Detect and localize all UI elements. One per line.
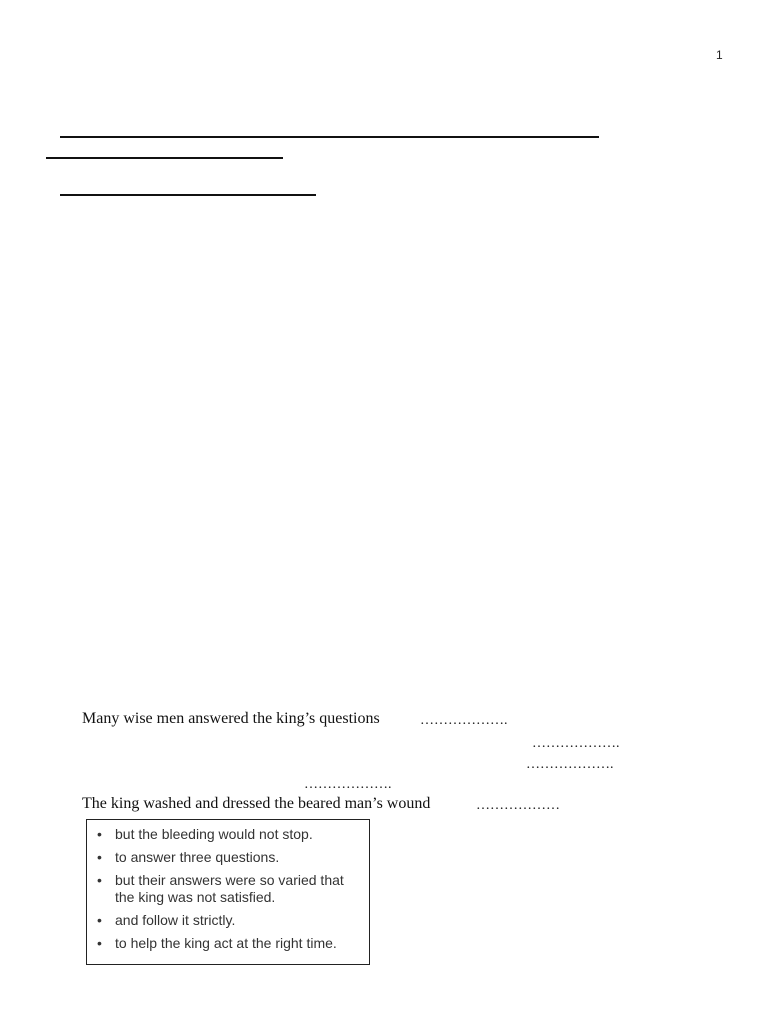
answer-option-text: to help the king act at the right time. xyxy=(115,935,337,951)
answer-option-1 xyxy=(93,826,363,843)
answer-blank-4: ………………. xyxy=(304,777,392,792)
sentence-line-1: Many wise men answered the king’s questions xyxy=(82,710,380,727)
answer-option-4 xyxy=(93,912,363,929)
answer-option-text: to answer three questions. xyxy=(115,849,280,865)
answer-option-2 xyxy=(93,849,363,866)
answer-options-list xyxy=(93,826,363,952)
bullet-icon: • xyxy=(97,912,102,928)
bullet-icon: • xyxy=(97,849,102,865)
title-rule-2 xyxy=(46,157,283,159)
answer-blank-5: ……………… xyxy=(476,798,560,813)
title-rule-1 xyxy=(60,136,599,138)
answer-option-text: but their answers were so varied that the king was not satisfied. xyxy=(115,872,344,905)
answer-option-text: but the bleeding would not stop. xyxy=(115,826,313,842)
bullet-icon: • xyxy=(97,872,102,888)
sentence-line-5: The king washed and dressed the beared man’s wound xyxy=(82,795,431,812)
answer-option-5 xyxy=(93,935,363,952)
answer-blank-3: ………………. xyxy=(526,757,614,772)
answer-option-3 xyxy=(93,872,363,906)
subtitle-rule xyxy=(60,194,316,196)
answer-option-text: and follow it strictly. xyxy=(115,912,236,928)
answer-options-box xyxy=(86,819,370,965)
bullet-icon: • xyxy=(97,935,102,951)
answer-blank-2: ………………. xyxy=(532,736,620,751)
answer-blank-1: ………………. xyxy=(420,713,508,728)
bullet-icon: • xyxy=(97,826,102,842)
page-number: 1 xyxy=(716,48,723,62)
